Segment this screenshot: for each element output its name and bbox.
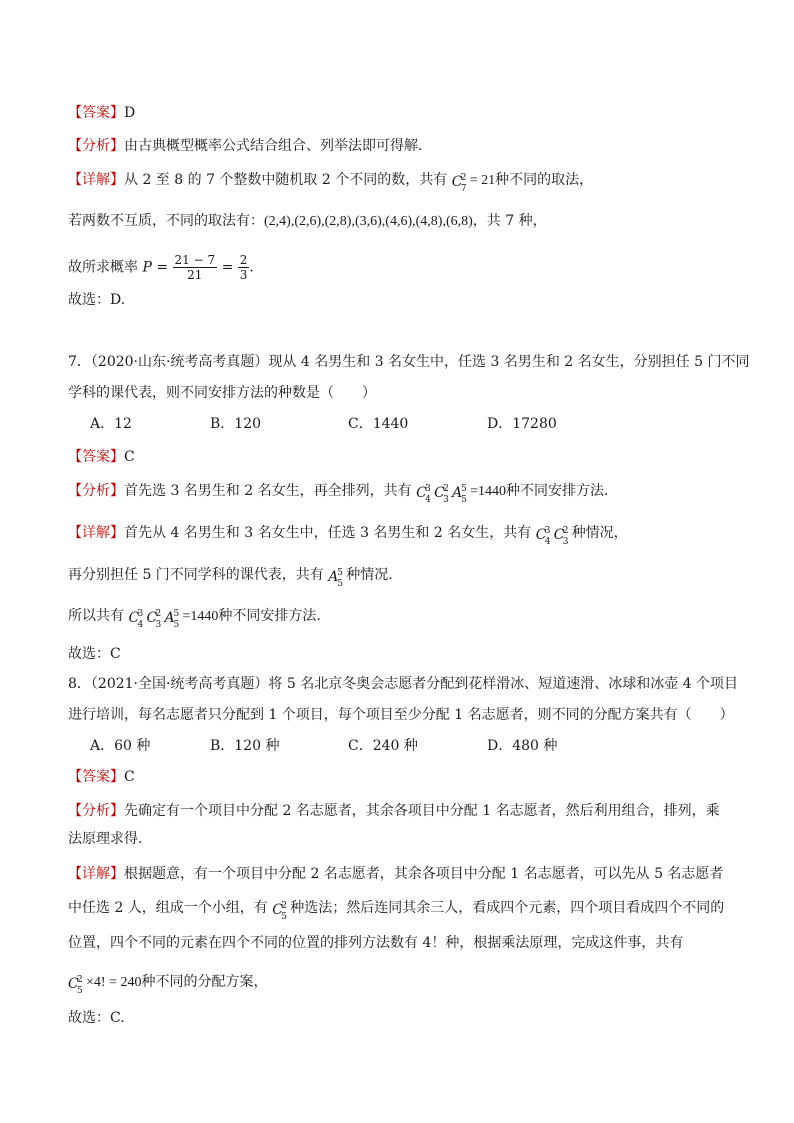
analysis-text: 先确定有一个项目中分配 2 名志愿者，其余各项目中分配 1 名志愿者，然后利用组合，排列，乘 [124,803,720,819]
q6-detail-line-2 [68,211,547,232]
detail-text-tail: 种情况. [346,567,393,583]
permutation-symbol: A 5 5 [328,568,343,589]
q8-detail-line-1 [68,864,723,884]
detail-text: 故所求概率 [68,259,138,276]
answer-value: D [124,105,136,121]
q8-answer-line [68,767,135,787]
combination-symbol: C 2 3 [146,609,162,630]
distribution-count: ×4! = 240 [86,975,142,990]
detail-text: 中任选 2 人，组成一个小组，有 [68,900,268,916]
equals-sign: = [221,259,234,276]
combination-symbol: C 2 3 [434,484,449,505]
arrangement-count: =1440 [470,484,506,499]
q8-option-a[interactable]: A．60 种 [90,738,151,754]
analysis-text: 首先选 3 名男生和 2 名女生，再全排列，共有 [124,483,412,499]
analysis-text: 由古典概型概率公式结合组合、列举法即可得解. [124,138,423,154]
q8-stem-line-1: 8．（2021·全国·统考高考真题）将 5 名北京冬奥会志愿者分配到花样滑冰、短道速滑、冰球和冰壶 4 个项目 [68,676,739,692]
detail-text-tail: 种选法；然后连同其余三人，看成四个元素，四个项目看成四个不同的 [290,900,725,916]
q6-answer-line [68,103,135,123]
q8-analysis-line-1 [68,801,720,821]
q8-detail-line-4 [68,972,268,996]
q7-detail-line-3 [68,606,321,630]
q8-analysis-line-2: 法原理求得. [68,831,143,847]
detail-text: 首先从 4 名男生和 3 名女生中，任选 3 名男生和 2 名女生，共有 [124,525,532,541]
q8-option-c[interactable]: C．240 种 [348,738,418,754]
answer-tag: 【答案】 [68,105,124,121]
combination-symbol: C 2 7 [451,173,467,194]
q7-stem-line-1: 7．（2020·山东·统考高考真题）现从 4 名男生和 3 名女生中，任选 3 名男生和 2 名女生，分别担任 5 门不同 [68,354,750,370]
combination-symbol: C 3 4 [416,484,431,505]
fraction-denominator: 21 [187,268,203,282]
detail-text: 再分别担任 5 门不同学科的课代表，共有 [68,567,324,583]
arrangement-count: =1440 [182,609,219,624]
probability-fraction [173,253,218,282]
detail-tag: 【详解】 [68,866,124,882]
detail-text-tail: 种不同安排方法. [218,608,321,624]
detail-text: 所以共有 [68,608,124,624]
coprime-pairs: (2,4),(2,6),(2,8),(3,6),(4,6),(4,8),(6,8) [264,214,473,229]
analysis-tag: 【分析】 [68,803,124,819]
q6-detail-line-3: 故所求概率 P = $\frac{21 - 7}{21}$ = $\frac{2}{3}$ . [68,253,254,282]
answer-tag: 【答案】 [68,449,124,465]
q6-conclusion: 故选：D. [68,292,126,308]
q7-option-b[interactable]: B．120 [210,416,262,432]
answer-tag: 【答案】 [68,769,124,785]
q7-detail-line-2 [68,565,393,589]
q8-conclusion: 故选：C. [68,1010,125,1026]
permutation-symbol: A 5 5 [452,484,467,505]
q6-detail-line-1 [68,170,594,194]
q7-detail-line-1 [68,523,628,547]
combination-symbol: C 2 5 [272,901,287,922]
detail-text-tail: 种情况， [571,525,628,541]
combination-result: = 21 [469,173,496,188]
q7-option-a[interactable]: A．12 [90,416,132,432]
detail-text: 若两数不互质，不同的取法有： [68,213,264,229]
permutation-symbol: A 5 5 [164,609,180,630]
probability-symbol: P = [142,259,169,276]
answer-value: C [124,449,135,465]
fraction-numerator: 21 − 7 [174,253,216,267]
answer-value: C [124,769,135,785]
combination-symbol: C 2 5 [68,975,83,996]
q8-detail-line-2 [68,898,725,922]
detail-text-tail: 种不同的分配方案， [141,974,268,990]
analysis-tag: 【分析】 [68,138,124,154]
detail-text: 根据题意，有一个项目中分配 2 名志愿者，其余各项目中分配 1 名志愿者，可以先从 5 名志愿者 [124,866,724,882]
q7-option-c[interactable]: C．1440 [348,416,409,432]
fraction-numerator: 2 [239,253,248,267]
result-fraction [238,253,250,282]
combination-symbol: C 3 4 [535,526,551,547]
q7-option-d[interactable]: D．17280 [487,416,557,432]
detail-tag: 【详解】 [68,525,124,541]
q7-conclusion: 故选：C [68,646,121,662]
fraction-denominator: 3 [239,268,248,282]
combination-symbol: C 3 4 [128,609,144,630]
q8-stem-line-2: 进行培训，每名志愿者只分配到 1 个项目，每个项目至少分配 1 名志愿者，则不同的分配方案共有（ ） [68,707,734,723]
detail-text: 从 2 至 8 的 7 个整数中随机取 2 个不同的数，共有 [124,172,448,188]
q8-option-d[interactable]: D．480 种 [487,738,558,754]
analysis-tag: 【分析】 [68,483,124,499]
q8-option-b[interactable]: B．120 种 [210,738,280,754]
q7-analysis-line [68,481,609,505]
q7-answer-line [68,447,135,467]
detail-text-tail: ，共 7 种， [472,213,547,229]
detail-text-tail: 种不同的取法， [495,172,594,188]
q7-stem-line-2: 学科的课代表，则不同安排方法的种数是（ ） [68,385,376,401]
q8-detail-line-3: 位置，四个不同的元素在四个不同的位置的排列方法数有 4！种，根据乘法原理，完成这件事，共有 [68,935,684,951]
analysis-text-tail: 种不同安排方法. [505,483,609,499]
detail-tag: 【详解】 [68,172,124,188]
combination-symbol: C 2 3 [553,526,569,547]
q6-analysis-line [68,136,422,156]
